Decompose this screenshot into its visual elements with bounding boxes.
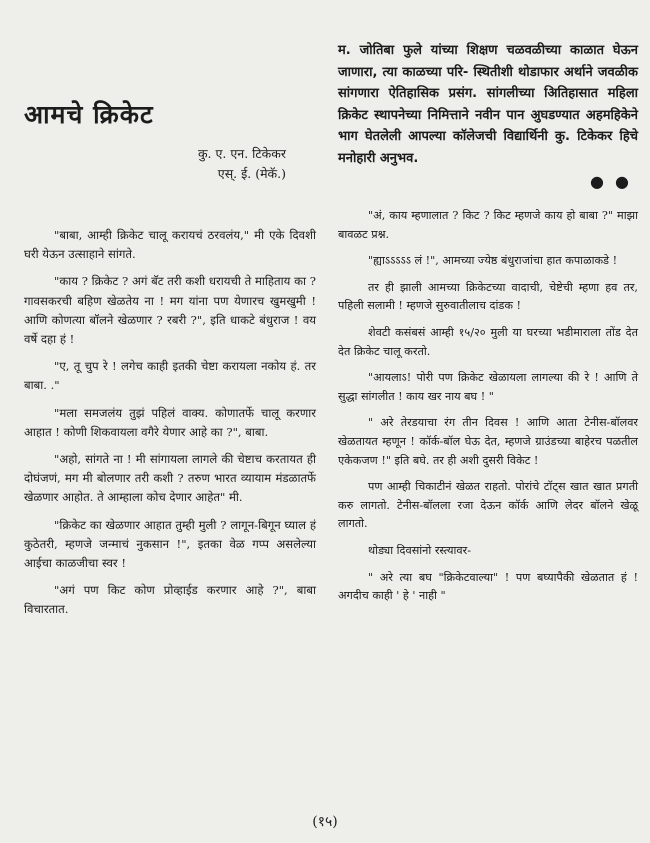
author-class: एस्. ई. (मेकॅ.)	[217, 166, 286, 181]
paragraph: शेवटी कसंबसं आम्ही १५/२० मुली या घरच्या भडीमाराला तोंड देत देत क्रिकेट चालू करतो.	[338, 325, 638, 358]
paragraph: "अं, काय म्हणालात ? किट ? किट म्हणजे काय हो बाबा ?" माझा बावळट प्रश्न.	[338, 209, 638, 241]
paragraph: "आयलाऽ! पोरी पण क्रिकेट खेळायला लागल्या की रे ! आणि ते सुद्धा सांगलीत ! काय खर नाय बघ ! "	[338, 371, 638, 403]
paragraph: "अहो, सांगते ना ! मी सांगायला लागले की चेष्टाच करतायत ही दोघंजणं, मग मी बोलणार तरी कशी ? तरुण भारत व्यायाम मंडळातर्फे खेळणार आहोत. ते आम्हाला कोच देणार आहेत" मी.	[24, 452, 316, 505]
paragraph: " अरे त्या बघ "क्रिकेटवाल्या" ! पण बघ्यापैकी खेळतात हं ! अगदीच काही ' हे ' नाही "	[338, 570, 638, 603]
paragraph: " अरे तेरडयाचा रंग तीन दिवस ! आणि आता टेनीस-बॉलवर खेळतायत म्हणून ! कॉर्क-बॉल घेऊ देत, म्हणजे ग्राउंडच्या बाहेरच पळतील एकेकजण !" इति बघे. तर ही अशी दुसरी विकेट !	[338, 416, 638, 467]
separator-dots: ● ●	[589, 172, 632, 191]
paragraph: पण आम्ही चिकाटीनं खेळत राहतो. पोरांचे टॉट्स खात खात प्रगती करु लागतो. टेनीस-बॉलला रजा देऊन कॉर्क आणि लेदर बॉलने खेळू लागतो.	[338, 480, 638, 531]
article-title: आमचे क्रिकेट	[24, 100, 154, 129]
paragraph: "अगं पण किट कोण प्रोव्हाईड करणार आहे ?", बाबा विचारतात.	[24, 583, 316, 617]
author-name: कु. ए. एन. टिकेकर	[197, 146, 286, 161]
paragraph: "बाबा, आम्ही क्रिकेट चालू करायचं ठरवलंय," मी एके दिवशी घरी येऊन उत्साहाने सांगते.	[24, 228, 316, 262]
right-column	[338, 40, 638, 614]
paragraph: "ए, तू चुप रे ! लगेच काही इतकी चेष्टा करायला नकोय हं. तर बाबा. ."	[24, 359, 316, 393]
page-number: (१५)	[312, 814, 338, 830]
paragraph: "क्रिकेट का खेळणार आहात तुम्ही मुली ? लागून-बिगून घ्याल हं कुठेतरी, म्हणजे जन्माचं नुकसान !", इतका वेळ गप्प असलेल्या आईचा काळजीचा स्वर !	[24, 517, 316, 571]
byline	[24, 144, 316, 184]
article-introduction: म. जोतिबा फुले यांच्या शिक्षण चळवळीच्या काळात घेऊन जाणारा, त्या काळच्या परि- स्थितीशी थोडाफार अर्थाने जवळीक सांगणारा ऐतिहासिक प्रसंग. सांगलीच्या अितिहासात महिला क्रिकेट स्थापनेच्या निमित्ताने नवीन पान अुघडण्यात अहमहिकेने भाग घेतलेली आपल्या कॉलेजची विद्यार्थिनी कु. टिकेकर हिचे मनोहारी अनुभव.	[338, 43, 638, 166]
left-column	[24, 100, 316, 628]
paragraph: थोड्या दिवसांनो रस्त्यावर-	[368, 543, 471, 557]
paragraph: "मला समजलंय तुझं पहिलं वाक्य. कोणातर्फे चालू करणार आहात ! कोणी शिकवायला वगैरे येणार आहे का ?", बाबा.	[24, 405, 316, 439]
paragraph: "ह्याऽऽऽऽऽ लं !", आमच्या ज्येष्ठ बंधुराजांचा हात कपाळाकडे !	[368, 254, 618, 268]
paragraph: तर ही झाली आमच्या क्रिकेटच्या वादाची, चेष्टेची म्हणा हव तर, पहिली सलामी ! म्हणजे सुरुवातीलाच दांडक !	[338, 280, 638, 313]
paragraph: "काय ? क्रिकेट ? अगं बॅट तरी कशी धरायची ते माहिताय का ? गावसकरची बहिण खेळतेय ना ! मग यांना पण येणारच खुमखुमी ! आणि कोणत्या बॉलने खेळणार ? रबरी ?", इति धाकटे बंधुराज ! वय वर्षे दहा हं !	[24, 274, 316, 347]
